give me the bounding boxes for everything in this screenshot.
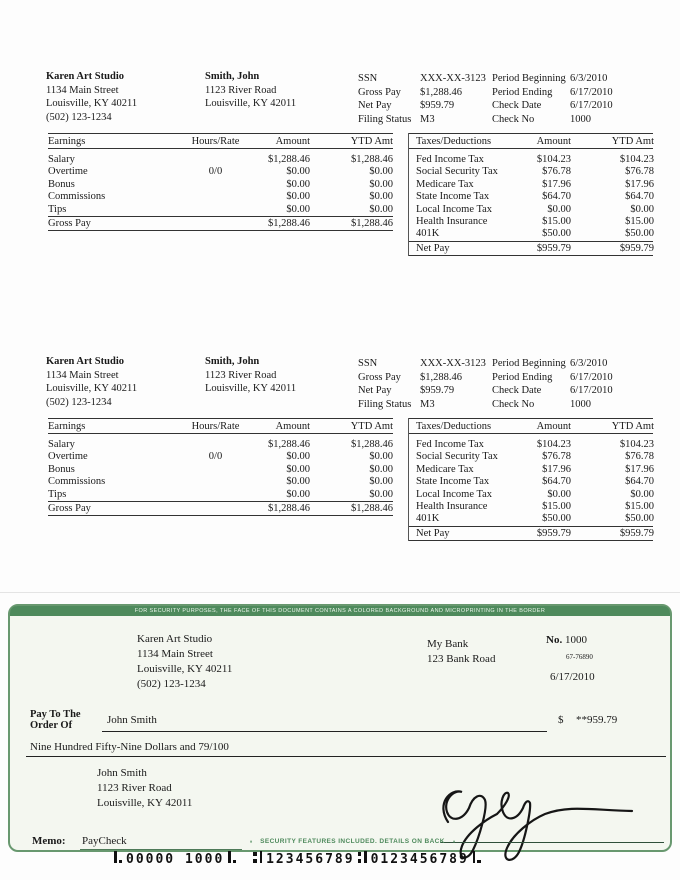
deduction-ytd: $0.00 xyxy=(630,488,654,500)
deduction-amount-col-header: Amount xyxy=(536,420,571,432)
deduction-row xyxy=(409,439,653,451)
employee-address1: 1123 River Road xyxy=(205,84,277,96)
deduction-ytd: $104.23 xyxy=(619,154,654,165)
deduction-label: Fed Income Tax xyxy=(416,439,484,450)
memo-value: PayCheck xyxy=(82,835,127,847)
deduction-label: Local Income Tax xyxy=(416,488,493,500)
net-pay-amount: $959.79 xyxy=(536,242,571,254)
period-ending-label: Period Ending xyxy=(492,371,553,383)
check-employer-phone: (502) 123-1234 xyxy=(137,678,206,690)
earning-ytd: $0.00 xyxy=(369,451,393,463)
earning-ytd: $0.00 xyxy=(369,488,393,500)
summary-values xyxy=(420,72,486,126)
ssn-label: SSN xyxy=(358,73,378,84)
earning-amount: $0.00 xyxy=(286,166,310,178)
gross-pay-ytd: $1,288.46 xyxy=(351,217,393,229)
earning-label: Overtime xyxy=(48,166,88,178)
earning-label: Tips xyxy=(48,203,67,215)
period-ending-label: Period Ending xyxy=(492,86,553,98)
earnings-rows xyxy=(48,149,393,216)
deductions-table xyxy=(408,133,653,256)
gross-pay-ytd: $1,288.46 xyxy=(351,502,393,514)
check-no-value: 1000 xyxy=(570,398,591,410)
pay-stub xyxy=(0,60,680,330)
check-employer-address2: Louisville, KY 40211 xyxy=(137,663,233,675)
earning-ytd: $1,288.46 xyxy=(351,439,393,450)
earnings-table xyxy=(48,133,393,231)
filing-status-label: Filing Status xyxy=(358,398,412,410)
earnings-row xyxy=(48,204,393,216)
check-no-label: Check No xyxy=(492,113,535,125)
deduction-amount: $50.00 xyxy=(542,228,571,240)
gross-pay-label: Gross Pay xyxy=(358,371,401,383)
micr-line xyxy=(110,851,485,867)
deduction-row xyxy=(409,154,653,166)
deduction-row xyxy=(409,216,653,228)
padlock-icon xyxy=(453,836,455,847)
earning-ytd: $0.00 xyxy=(369,178,393,190)
earning-ytd: $1,288.46 xyxy=(351,154,393,165)
gross-pay-row xyxy=(48,501,393,516)
gross-pay-row-label: Gross Pay xyxy=(48,217,91,229)
period-labels xyxy=(492,357,566,411)
net-pay-label: Net Pay xyxy=(358,385,392,396)
earnings-col-header: Earnings xyxy=(48,420,86,432)
payee-underline xyxy=(102,731,547,732)
employer-address2: Louisville, KY 40211 xyxy=(46,98,138,109)
micr-onus-icon xyxy=(472,851,481,863)
deduction-row xyxy=(409,476,653,488)
employee-address1: 1123 River Road xyxy=(205,369,277,381)
period-values xyxy=(570,72,613,126)
earnings-header-row xyxy=(48,133,393,149)
earning-hours-rate xyxy=(168,464,263,476)
earnings-row xyxy=(48,489,393,501)
amount-col-header: Amount xyxy=(275,135,310,147)
net-pay-ytd: $959.79 xyxy=(619,527,654,539)
net-pay-ytd: $959.79 xyxy=(619,242,654,254)
earning-hours-rate xyxy=(168,154,263,166)
pay-to-the-order-of-label: Pay To The Order Of xyxy=(30,709,81,731)
employer-phone: (502) 123-1234 xyxy=(46,396,112,408)
filing-status-value: M3 xyxy=(420,398,435,410)
earning-label: Commissions xyxy=(48,476,106,488)
employer-address1: 1134 Main Street xyxy=(46,84,119,96)
period-ending-value: 6/17/2010 xyxy=(570,371,613,383)
deduction-row xyxy=(409,464,653,476)
earning-label: Overtime xyxy=(48,451,88,463)
earning-ytd: $0.00 xyxy=(369,463,393,475)
bank-address: 123 Bank Road xyxy=(427,653,496,665)
check-date-value: 6/17/2010 xyxy=(570,385,613,396)
check-date: 6/17/2010 xyxy=(550,671,595,683)
deduction-label: 401K xyxy=(416,228,440,240)
gross-pay-amount: $1,288.46 xyxy=(268,502,310,514)
gross-pay-row-label: Gross Pay xyxy=(48,502,91,514)
memo-label: Memo: xyxy=(32,835,66,847)
earnings-row xyxy=(48,439,393,451)
micr-onus-icon xyxy=(227,851,236,863)
earning-hours-rate xyxy=(168,191,263,203)
period-beginning-value: 6/3/2010 xyxy=(570,73,608,84)
check-number: 1000 xyxy=(564,634,587,646)
earning-ytd: $0.00 xyxy=(369,203,393,215)
micr-transit-icon xyxy=(253,851,262,863)
gross-pay-value: $1,288.46 xyxy=(420,86,462,98)
employee-address2: Louisville, KY 42011 xyxy=(205,383,297,394)
gross-pay-label: Gross Pay xyxy=(358,86,401,98)
ssn-value: XXX-XX-3123 xyxy=(420,358,486,369)
deduction-label: 401K xyxy=(416,513,440,525)
deduction-label: Health Insurance xyxy=(416,500,488,512)
deduction-amount: $0.00 xyxy=(547,488,571,500)
check-employer-address1: 1134 Main Street xyxy=(137,648,213,660)
net-pay-row-label: Net Pay xyxy=(416,242,450,254)
deductions-table xyxy=(408,418,653,541)
period-beginning-label: Period Beginning xyxy=(492,73,566,84)
summary-labels xyxy=(358,357,411,411)
earnings-row xyxy=(48,166,393,178)
deduction-ytd: $64.70 xyxy=(625,191,654,203)
employee-block xyxy=(205,70,296,111)
net-pay-amount: $959.79 xyxy=(536,527,571,539)
earnings-row xyxy=(48,154,393,166)
check-number-label: No. xyxy=(546,634,563,646)
deduction-row xyxy=(409,513,653,525)
deduction-row xyxy=(409,204,653,216)
gross-pay-row xyxy=(48,216,393,231)
earnings-row xyxy=(48,451,393,463)
check-date-label: Check Date xyxy=(492,385,542,396)
earnings-rows xyxy=(48,434,393,501)
check xyxy=(8,604,672,852)
earning-amount: $0.00 xyxy=(286,463,310,475)
deduction-label: Medicare Tax xyxy=(416,463,474,475)
bank-block xyxy=(427,637,495,667)
deduction-label: State Income Tax xyxy=(416,191,490,203)
net-pay-value: $959.79 xyxy=(420,100,455,111)
earning-hours-rate xyxy=(168,476,263,488)
deduction-ytd: $76.78 xyxy=(625,451,654,463)
security-note-text: SECURITY FEATURES INCLUDED. DETAILS ON BACK xyxy=(260,838,445,845)
earning-amount: $0.00 xyxy=(286,178,310,190)
employer-address1: 1134 Main Street xyxy=(46,369,119,381)
payee-address1: 1123 River Road xyxy=(97,782,172,794)
deduction-amount: $64.70 xyxy=(542,476,571,488)
deduction-row xyxy=(409,191,653,203)
period-ending-value: 6/17/2010 xyxy=(570,86,613,98)
period-values xyxy=(570,357,613,411)
check-no-value: 1000 xyxy=(570,113,591,125)
page-divider xyxy=(0,592,680,593)
deduction-ytd: $0.00 xyxy=(630,203,654,215)
earning-label: Salary xyxy=(48,154,75,165)
employee-address2: Louisville, KY 42011 xyxy=(205,98,297,109)
deduction-amount: $0.00 xyxy=(547,203,571,215)
deduction-ytd: $17.96 xyxy=(625,463,654,475)
earning-amount: $1,288.46 xyxy=(268,154,310,165)
deduction-ytd: $50.00 xyxy=(625,513,654,525)
deduction-row xyxy=(409,501,653,513)
earning-label: Bonus xyxy=(48,178,75,190)
filing-status-value: M3 xyxy=(420,113,435,125)
earning-ytd: $0.00 xyxy=(369,476,393,488)
signature-line xyxy=(440,842,664,843)
check-date-label: Check Date xyxy=(492,100,542,111)
gross-pay-value: $1,288.46 xyxy=(420,371,462,383)
pay-stub-copy-1 xyxy=(0,60,680,330)
ytd-col-header: YTD Amt xyxy=(350,420,393,432)
earning-label: Tips xyxy=(48,488,67,500)
deduction-row xyxy=(409,166,653,178)
employer-address2: Louisville, KY 40211 xyxy=(46,383,138,394)
earning-amount: $0.00 xyxy=(286,488,310,500)
deduction-ytd: $15.00 xyxy=(625,215,654,227)
employee-name: Smith, John xyxy=(205,356,260,367)
deductions-col-header: Taxes/Deductions xyxy=(416,420,492,432)
deduction-label: Local Income Tax xyxy=(416,203,493,215)
deduction-row xyxy=(409,451,653,463)
padlock-icon xyxy=(250,836,252,847)
payee-address-name: John Smith xyxy=(97,767,147,779)
deduction-amount: $50.00 xyxy=(542,513,571,525)
employer-name: Karen Art Studio xyxy=(46,356,124,367)
micr-transit-icon xyxy=(358,851,367,863)
amount-words-underline xyxy=(26,756,666,757)
earning-amount: $0.00 xyxy=(286,203,310,215)
deduction-label: Social Security Tax xyxy=(416,451,498,463)
security-features-row xyxy=(250,835,455,848)
filing-status-label: Filing Status xyxy=(358,113,412,125)
net-pay-row xyxy=(409,526,653,541)
deduction-label: Fed Income Tax xyxy=(416,154,484,165)
employer-name: Karen Art Studio xyxy=(46,71,124,82)
earnings-row xyxy=(48,191,393,203)
employer-phone: (502) 123-1234 xyxy=(46,111,112,123)
deduction-row xyxy=(409,228,653,240)
ssn-label: SSN xyxy=(358,358,378,369)
net-pay-label: Net Pay xyxy=(358,100,392,111)
check-date-value: 6/17/2010 xyxy=(570,100,613,111)
deduction-amount: $76.78 xyxy=(542,451,571,463)
employer-block xyxy=(46,70,137,124)
deductions-rows xyxy=(409,149,653,241)
earnings-col-header: Earnings xyxy=(48,135,86,147)
micr-account-number: 0123456789 xyxy=(370,852,469,867)
net-pay-value: $959.79 xyxy=(420,385,455,396)
check-number-block xyxy=(546,633,587,648)
earning-hours-rate: 0/0 xyxy=(208,166,223,178)
deduction-ytd: $17.96 xyxy=(625,178,654,190)
deduction-label: State Income Tax xyxy=(416,476,490,488)
ytd-col-header: YTD Amt xyxy=(350,135,393,147)
check-amount-numeric: **959.79 xyxy=(576,714,618,726)
hours-rate-col-header: Hours/Rate xyxy=(191,135,240,147)
deduction-ytd: $64.70 xyxy=(625,476,654,488)
period-beginning-label: Period Beginning xyxy=(492,358,566,369)
earning-label: Commissions xyxy=(48,191,106,203)
deduction-row xyxy=(409,489,653,501)
earning-hours-rate xyxy=(168,179,263,191)
earning-amount: $1,288.46 xyxy=(268,439,310,450)
deduction-ytd: $15.00 xyxy=(625,500,654,512)
summary-labels xyxy=(358,72,411,126)
earnings-row xyxy=(48,179,393,191)
deduction-ytd: $104.23 xyxy=(619,439,654,450)
deduction-row xyxy=(409,179,653,191)
deduction-amount: $104.23 xyxy=(536,154,571,165)
deduction-amount: $64.70 xyxy=(542,191,571,203)
deduction-amount: $17.96 xyxy=(542,178,571,190)
employee-name: Smith, John xyxy=(205,71,260,82)
net-pay-row xyxy=(409,241,653,256)
deduction-ytd: $76.78 xyxy=(625,166,654,178)
net-pay-row-label: Net Pay xyxy=(416,527,450,539)
period-labels xyxy=(492,72,566,126)
deduction-label: Medicare Tax xyxy=(416,178,474,190)
earnings-table xyxy=(48,418,393,516)
earning-hours-rate xyxy=(168,439,263,451)
amount-in-words: Nine Hundred Fifty-Nine Dollars and 79/100 xyxy=(30,741,229,753)
gross-pay-amount: $1,288.46 xyxy=(268,217,310,229)
earning-amount: $0.00 xyxy=(286,451,310,463)
deduction-amount-col-header: Amount xyxy=(536,135,571,147)
employer-block xyxy=(46,355,137,409)
deduction-amount: $15.00 xyxy=(542,215,571,227)
earning-label: Bonus xyxy=(48,463,75,475)
bank-name: My Bank xyxy=(427,638,469,650)
period-beginning-value: 6/3/2010 xyxy=(570,358,608,369)
earning-amount: $0.00 xyxy=(286,191,310,203)
earning-ytd: $0.00 xyxy=(369,166,393,178)
check-employer-block xyxy=(137,632,232,692)
amount-col-header: Amount xyxy=(275,420,310,432)
check-security-banner: FOR SECURITY PURPOSES, THE FACE OF THIS DOCUMENT CONTAINS A COLORED BACKGROUND AND MICROPRINTING IN THE BORDER xyxy=(10,606,670,616)
deduction-amount: $76.78 xyxy=(542,166,571,178)
bank-fraction-number: 67-76890 xyxy=(566,653,593,661)
deduction-ytd: $50.00 xyxy=(625,228,654,240)
deduction-label: Social Security Tax xyxy=(416,166,498,178)
deduction-amount: $15.00 xyxy=(542,500,571,512)
earning-hours-rate xyxy=(168,489,263,501)
earning-hours-rate: 0/0 xyxy=(208,451,223,463)
earning-amount: $0.00 xyxy=(286,476,310,488)
earning-ytd: $0.00 xyxy=(369,191,393,203)
deductions-header-row xyxy=(409,418,653,434)
payee-address2: Louisville, KY 42011 xyxy=(97,797,193,809)
memo-underline xyxy=(80,849,242,850)
check-no-label: Check No xyxy=(492,398,535,410)
deductions-header-row xyxy=(409,133,653,149)
earning-hours-rate xyxy=(168,204,263,216)
payee-address-block xyxy=(97,766,192,811)
micr-routing-number: 123456789 xyxy=(266,852,355,867)
earning-label: Salary xyxy=(48,439,75,450)
deduction-amount: $104.23 xyxy=(536,439,571,450)
earnings-row xyxy=(48,476,393,488)
deduction-ytd-col-header: YTD Amt xyxy=(611,135,654,147)
micr-onus-icon xyxy=(113,851,122,863)
ssn-value: XXX-XX-3123 xyxy=(420,73,486,84)
payee-name: John Smith xyxy=(107,714,157,726)
deductions-rows xyxy=(409,434,653,526)
earnings-header-row xyxy=(48,418,393,434)
deduction-amount: $17.96 xyxy=(542,463,571,475)
deduction-label: Health Insurance xyxy=(416,215,488,227)
pay-stub xyxy=(0,345,680,615)
micr-check-number: 00000 1000 xyxy=(126,852,225,867)
deduction-ytd-col-header: YTD Amt xyxy=(611,420,654,432)
hours-rate-col-header: Hours/Rate xyxy=(191,420,240,432)
summary-values xyxy=(420,357,486,411)
currency-symbol: $ xyxy=(558,714,564,726)
deductions-col-header: Taxes/Deductions xyxy=(416,135,492,147)
pay-stub-copy-2 xyxy=(0,345,680,615)
check-employer-name: Karen Art Studio xyxy=(137,633,213,645)
earnings-row xyxy=(48,464,393,476)
employee-block xyxy=(205,355,296,396)
